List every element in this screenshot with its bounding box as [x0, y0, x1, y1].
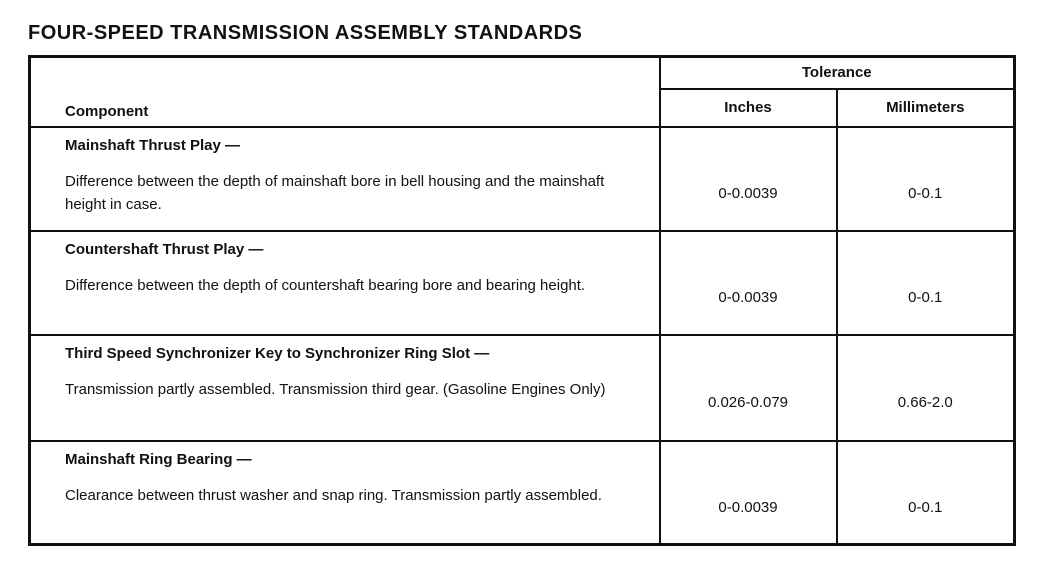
tolerance-millimeters: 0-0.1 [837, 231, 1015, 335]
tolerance-inches: 0-0.0039 [660, 231, 837, 335]
component-cell [30, 231, 660, 335]
header-row-top [30, 57, 1015, 89]
component-description: Difference between the depth of mainshaft bore in bell housing and the mainshaft height in case. [65, 172, 605, 213]
table-row [30, 127, 1015, 231]
component-name: Mainshaft Thrust Play — [65, 136, 241, 154]
component-cell [30, 335, 660, 441]
component-cell [30, 127, 660, 231]
component-name: Mainshaft Ring Bearing — [65, 450, 252, 468]
column-header-inches: Inches [660, 89, 837, 127]
column-header-millimeters: Millimeters [837, 89, 1015, 127]
tolerance-inches: 0-0.0039 [660, 127, 837, 231]
tolerance-inches: 0.026-0.079 [660, 335, 837, 441]
column-header-component: Component [30, 57, 660, 127]
standards-table [28, 55, 1016, 546]
tolerance-millimeters: 0.66-2.0 [837, 335, 1015, 441]
component-cell [30, 441, 660, 545]
tolerance-millimeters: 0-0.1 [837, 441, 1015, 545]
tolerance-millimeters: 0-0.1 [837, 127, 1015, 231]
table-row [30, 231, 1015, 335]
component-description: Difference between the depth of countershaft bearing bore and bearing height. [65, 276, 586, 294]
component-description: Transmission partly assembled. Transmission third gear. (Gasoline Engines Only) [65, 380, 606, 398]
tolerance-inches: 0-0.0039 [660, 441, 837, 545]
table-row [30, 441, 1015, 545]
component-name: Countershaft Thrust Play — [65, 240, 264, 258]
component-description: Clearance between thrust washer and snap ring. Transmission partly assembled. [65, 486, 602, 504]
column-header-tolerance: Tolerance [660, 57, 1015, 89]
page-title: FOUR-SPEED TRANSMISSION ASSEMBLY STANDARDS [28, 22, 583, 44]
table-row [30, 335, 1015, 441]
component-name: Third Speed Synchronizer Key to Synchronizer Ring Slot — [65, 344, 490, 362]
